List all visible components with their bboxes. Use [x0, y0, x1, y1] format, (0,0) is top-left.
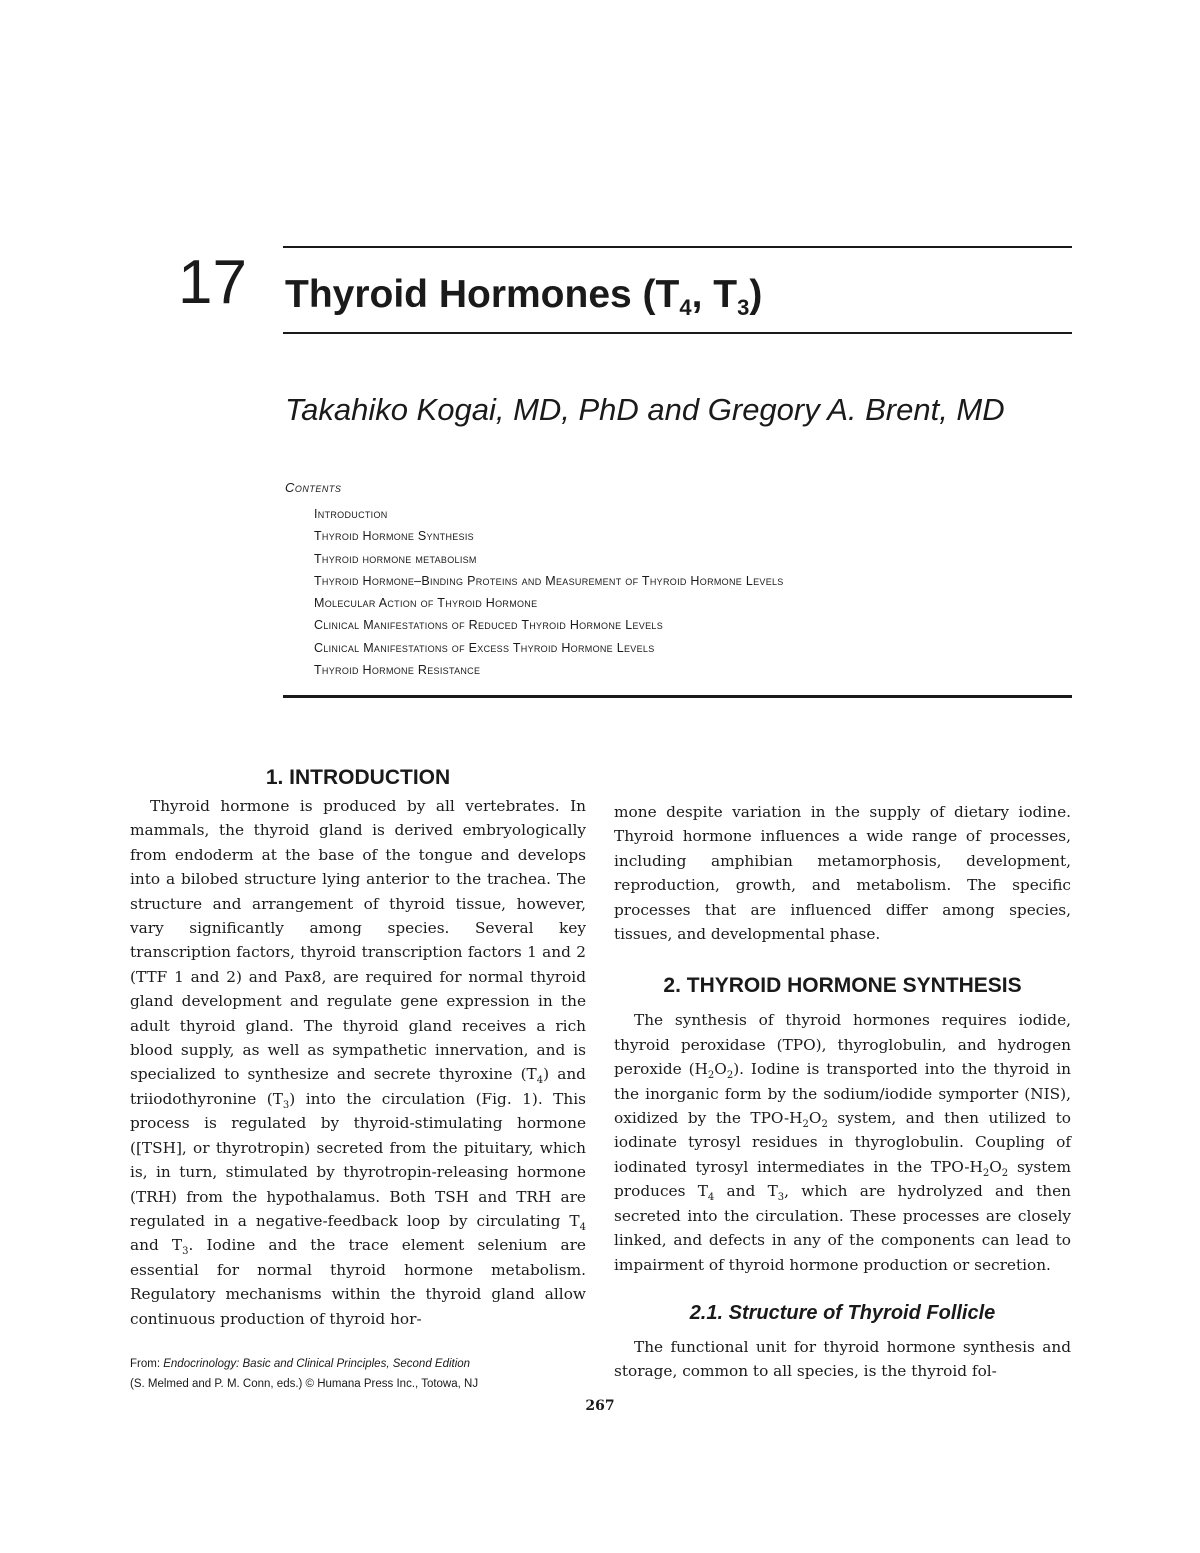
header-rule-middle	[283, 332, 1072, 334]
intro-paragraph: Thyroid hormone is produced by all vertebrates. In mammals, the thyroid gland is derived embryologically from endoderm at the base of the tongue and develops into a bilobed structure lying anterior to the trachea. The structure and arrangement of thyroid tissue, however, vary significantly among species. Several key transcription factors, thyroid transcription factors 1 and 2 (TTF 1 and 2) and Pax8, are required for normal thyroid gland development and regulate gene expression in the adult thyroid gland. The thyroid gland receives a rich blood supply, as well as sympathetic innervation, and is specialized to synthesize and secrete thyroxine $(T_4)$ and triiodothyronine $(T_3)$ into the circulation (Fig. 1). This process is regulated by thyroid-stimulating hormone ([TSH], or thyrotropin) secreted from the pituitary, which is, in turn, stimulated by thyrotropin-releasing hormone (TRH) from the hypothalamus. Both TSH and TRH are regulated in a negative-feedback loop by circulating $T_4$ and $T_3$. Iodine and the trace element selenium are essential for normal thyroid hormone metabolism. Regulatory mechanisms within the thyroid gland allow continuous production of thyroid hor-	[130, 797, 586, 1328]
subsection-heading-follicle: 2.1. Structure of Thyroid Follicle	[689, 1301, 996, 1324]
contents-item: Clinical Manifestations of Excess Thyroid Hormone Levels	[314, 640, 655, 655]
synthesis-paragraph: The synthesis of thyroid hormones requires iodide, thyroid peroxidase (TPO), thyroglobulin, and hydrogen peroxide $(H_2O_2)$. Iodine is transported into the thyroid in the inorganic form by the sodium/iodide symporter (NIS), oxidized by the TPO-$H_2O_2$ system, and then utilized to iodinate tyrosyl residues in thyroglobulin. Coupling of iodinated tyrosyl intermediates in the TPO-$H_2O_2$ system produces $T_4$ and $T_3$, which are hydrolyzed and then secreted into the circulation. These processes are closely linked, and defects in any of the components can lead to impairment of thyroid hormone production or secretion.	[614, 1011, 1071, 1274]
contents-list	[314, 503, 784, 681]
left-column	[130, 762, 586, 1331]
contents-rule-bottom	[283, 695, 1072, 698]
contents-item: Molecular Action of Thyroid Hormone	[314, 596, 538, 611]
contents-item: Thyroid Hormone–Binding Proteins and Measurement of Thyroid Hormone Levels	[314, 573, 784, 588]
section-heading-synthesis: 2. THYROID HORMONE SYNTHESIS	[663, 974, 1022, 998]
section-heading-introduction: 1. INTRODUCTION	[265, 766, 451, 789]
source-footnote: From: Endocrinology: Basic and Clinical Principles, Second Edition (S. Melmed and P. M. Conn, eds.) © Humana Press Inc., Totowa, NJ	[130, 1358, 479, 1390]
contents-item: Thyroid Hormone Synthesis	[314, 529, 474, 544]
header-rule-top	[283, 246, 1072, 248]
intro-paragraph-continued: mone despite variation in the supply of dietary iodine. Thyroid hormone influences a wide range of processes, including amphibian metamorphosis, development, reproduction, growth, and metabolism. The specific processes that are influenced differ among species, tissues, and developmental phase.	[614, 803, 1071, 944]
chapter-authors: Takahiko Kogai, MD, PhD and Gregory A. Brent, MD	[285, 392, 1005, 427]
page-number: 267	[585, 1398, 615, 1414]
contents-heading: Contents	[285, 480, 342, 495]
contents-item: Thyroid hormone metabolism	[314, 551, 477, 566]
follicle-paragraph: The functional unit for thyroid hormone synthesis and storage, common to all species, is the thyroid fol-	[614, 1337, 1071, 1381]
contents-item: Thyroid Hormone Resistance	[314, 663, 481, 678]
contents-item: Introduction	[314, 507, 388, 521]
contents-item: Clinical Manifestations of Reduced Thyroid Hormone Levels	[314, 618, 663, 633]
chapter-number: 17	[178, 248, 247, 317]
chapter-title: Thyroid Hormones ($T_4$, $T_3$)	[285, 273, 763, 320]
right-column	[614, 800, 1071, 1384]
